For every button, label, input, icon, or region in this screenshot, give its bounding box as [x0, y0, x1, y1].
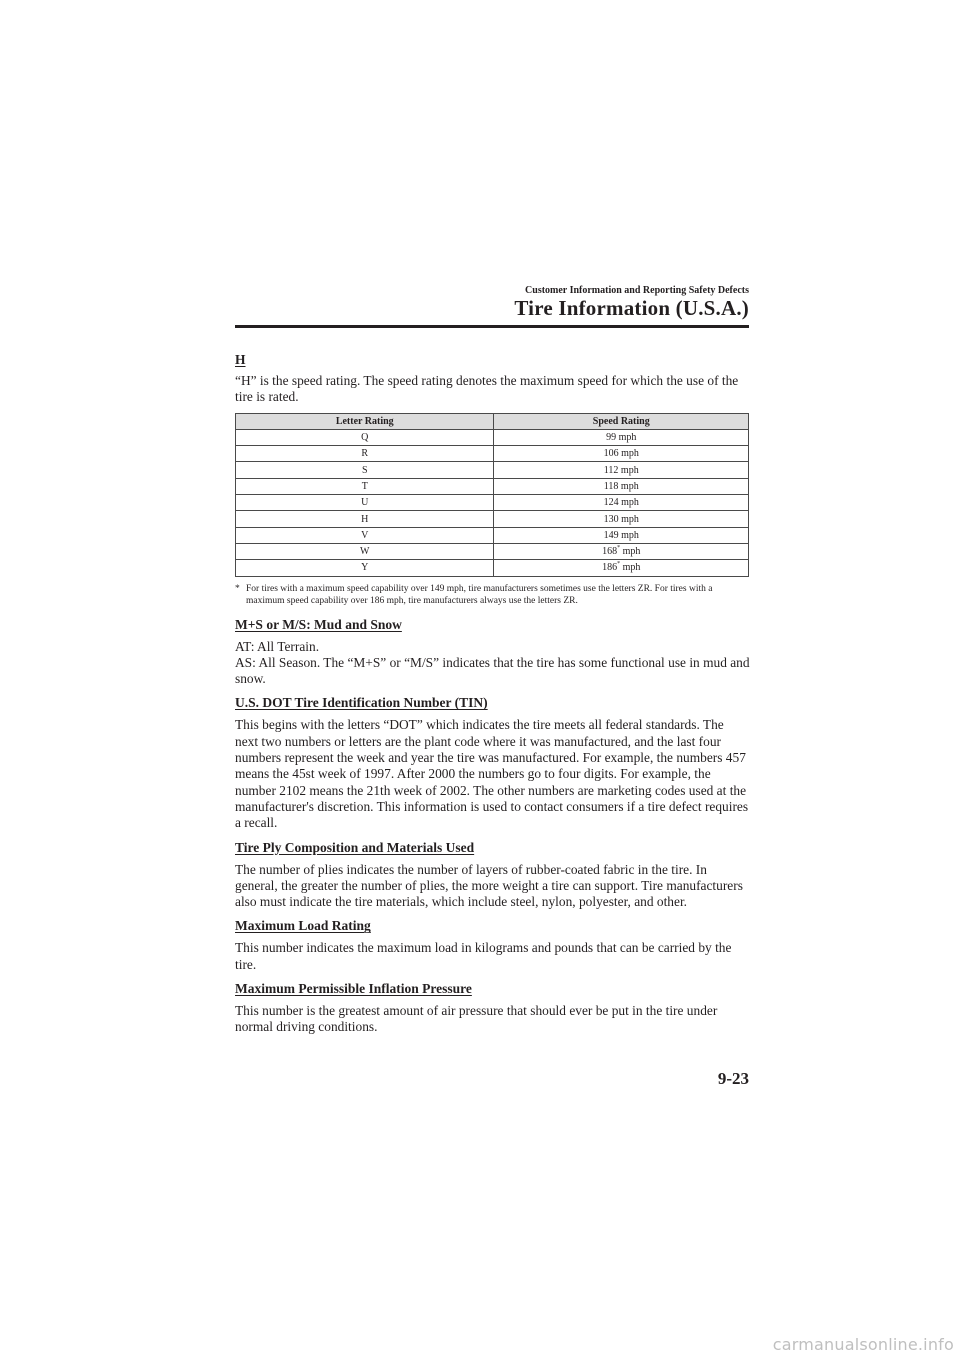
watermark-logo: carmanualsonline.info — [772, 1335, 954, 1354]
speed-value: 124 — [603, 497, 619, 509]
speed-unit: mph — [618, 513, 639, 525]
speed-rating-cell — [494, 560, 749, 576]
letter-rating-cell: V — [236, 527, 494, 543]
letter-rating-cell: U — [236, 495, 494, 511]
speed-value: 168 — [602, 546, 618, 558]
speed-rating-cell — [494, 478, 749, 494]
table-header-row — [236, 413, 749, 429]
footnote-text: For tires with a maximum speed capability over 149 mph, tire manufacturers sometimes use the letters ZR. For tires with a maximum speed capability over 186 mph, tire manufacturers always use the letters ZR. — [246, 583, 713, 606]
table-row — [236, 560, 749, 576]
speed-value: 118 — [603, 480, 619, 492]
letter-rating-cell: W — [236, 543, 494, 559]
letter-rating-cell: T — [236, 478, 494, 494]
speed-value: 130 — [603, 513, 619, 525]
letter-rating-cell: S — [236, 462, 494, 478]
all-season-line: AS: All Season. The “M+S” or “M/S” indicates that the tire has some functional use in mud and snow. — [235, 654, 750, 687]
column-header-letter: Letter Rating — [236, 413, 494, 429]
speed-rating-cell — [494, 511, 749, 527]
page-number: 9-23 — [717, 1069, 749, 1088]
speed-rating-cell — [494, 495, 749, 511]
speed-unit: mph — [618, 529, 639, 541]
table-row — [236, 446, 749, 462]
footnote-ref: * — [617, 545, 621, 552]
section-title: Tire Information (U.S.A.) — [514, 296, 749, 320]
speed-unit: mph — [616, 432, 637, 444]
letter-rating-cell: Y — [236, 560, 494, 576]
table-body — [236, 429, 749, 576]
speed-unit: mph — [620, 546, 641, 558]
table-row — [236, 543, 749, 559]
heading-tin: U.S. DOT Tire Identification Number (TIN) — [235, 695, 488, 711]
all-terrain-line: AT: All Terrain. — [235, 638, 320, 654]
speed-value: 106 — [603, 448, 619, 460]
mud-snow-text — [235, 639, 750, 688]
table-row — [236, 429, 749, 445]
letter-rating-cell: R — [236, 446, 494, 462]
speed-unit: mph — [618, 464, 639, 476]
table-row — [236, 478, 749, 494]
max-pressure-text: This number is the greatest amount of air pressure that should ever be put in the tire under normal driving conditions. — [235, 1003, 718, 1035]
speed-value: 149 — [603, 529, 619, 541]
speed-rating-cell — [494, 527, 749, 543]
speed-value: 112 — [603, 464, 619, 476]
speed-value: 186 — [602, 562, 618, 574]
table-row — [236, 495, 749, 511]
page-content — [235, 351, 750, 1043]
speed-rating-cell — [494, 446, 749, 462]
speed-rating-cell — [494, 462, 749, 478]
tin-text: This begins with the letters “DOT” which indicates the tire meets all federal standards. The next two numbers or letters are the plant code where it was manufactured, and the last four numbers represent the week and year the tire was manufactured. For example, the numbers 457 means the 45st week of 1997. After 2000 the numbers go to four digits. For example, the number 2102 means the 21th week of 2002. The other numbers are marketing codes used at the manufacturer's discretion. This information is used to contact consumers if a tire defect requires a recall. — [235, 717, 749, 831]
max-load-text: This number indicates the maximum load in kilograms and pounds that can be carried by the tire. — [235, 940, 732, 972]
speed-unit: mph — [618, 497, 639, 509]
letter-rating-cell: H — [236, 511, 494, 527]
chapter-title: Customer Information and Reporting Safety Defects — [525, 285, 749, 296]
speed-unit: mph — [618, 448, 639, 460]
speed-rating-cell — [494, 429, 749, 445]
letter-rating-cell: Q — [236, 429, 494, 445]
speed-unit: mph — [618, 480, 639, 492]
heading-max-load: Maximum Load Rating — [235, 918, 371, 934]
speed-rating-cell — [494, 543, 749, 559]
ply-composition-text: The number of plies indicates the number of layers of rubber-coated fabric in the tire. In general, the greater the number of plies, the more weight a tire can support. Tire manufacturers also must indicate the tire materials, which include steel, nylon, polyester, and other. — [235, 861, 743, 910]
table-row — [236, 527, 749, 543]
speed-rating-table — [235, 413, 749, 577]
heading-speed-rating: H — [235, 352, 246, 367]
header-divider — [235, 325, 749, 328]
table-footnote — [235, 583, 750, 607]
heading-mud-snow: M+S or M/S: Mud and Snow — [235, 616, 402, 632]
speed-value: 99 — [606, 432, 617, 444]
table-row — [236, 511, 749, 527]
heading-max-pressure: Maximum Permissible Inflation Pressure — [235, 981, 472, 997]
column-header-speed: Speed Rating — [494, 413, 749, 429]
table-row — [236, 462, 749, 478]
footnote-ref: * — [617, 561, 621, 568]
footnote-mark: * — [235, 583, 240, 594]
speed-unit: mph — [620, 562, 641, 574]
speed-rating-text: “H” is the speed rating. The speed rating denotes the maximum speed for which the use of the tire is rated. — [235, 373, 739, 405]
heading-ply-composition: Tire Ply Composition and Materials Used — [235, 839, 475, 855]
